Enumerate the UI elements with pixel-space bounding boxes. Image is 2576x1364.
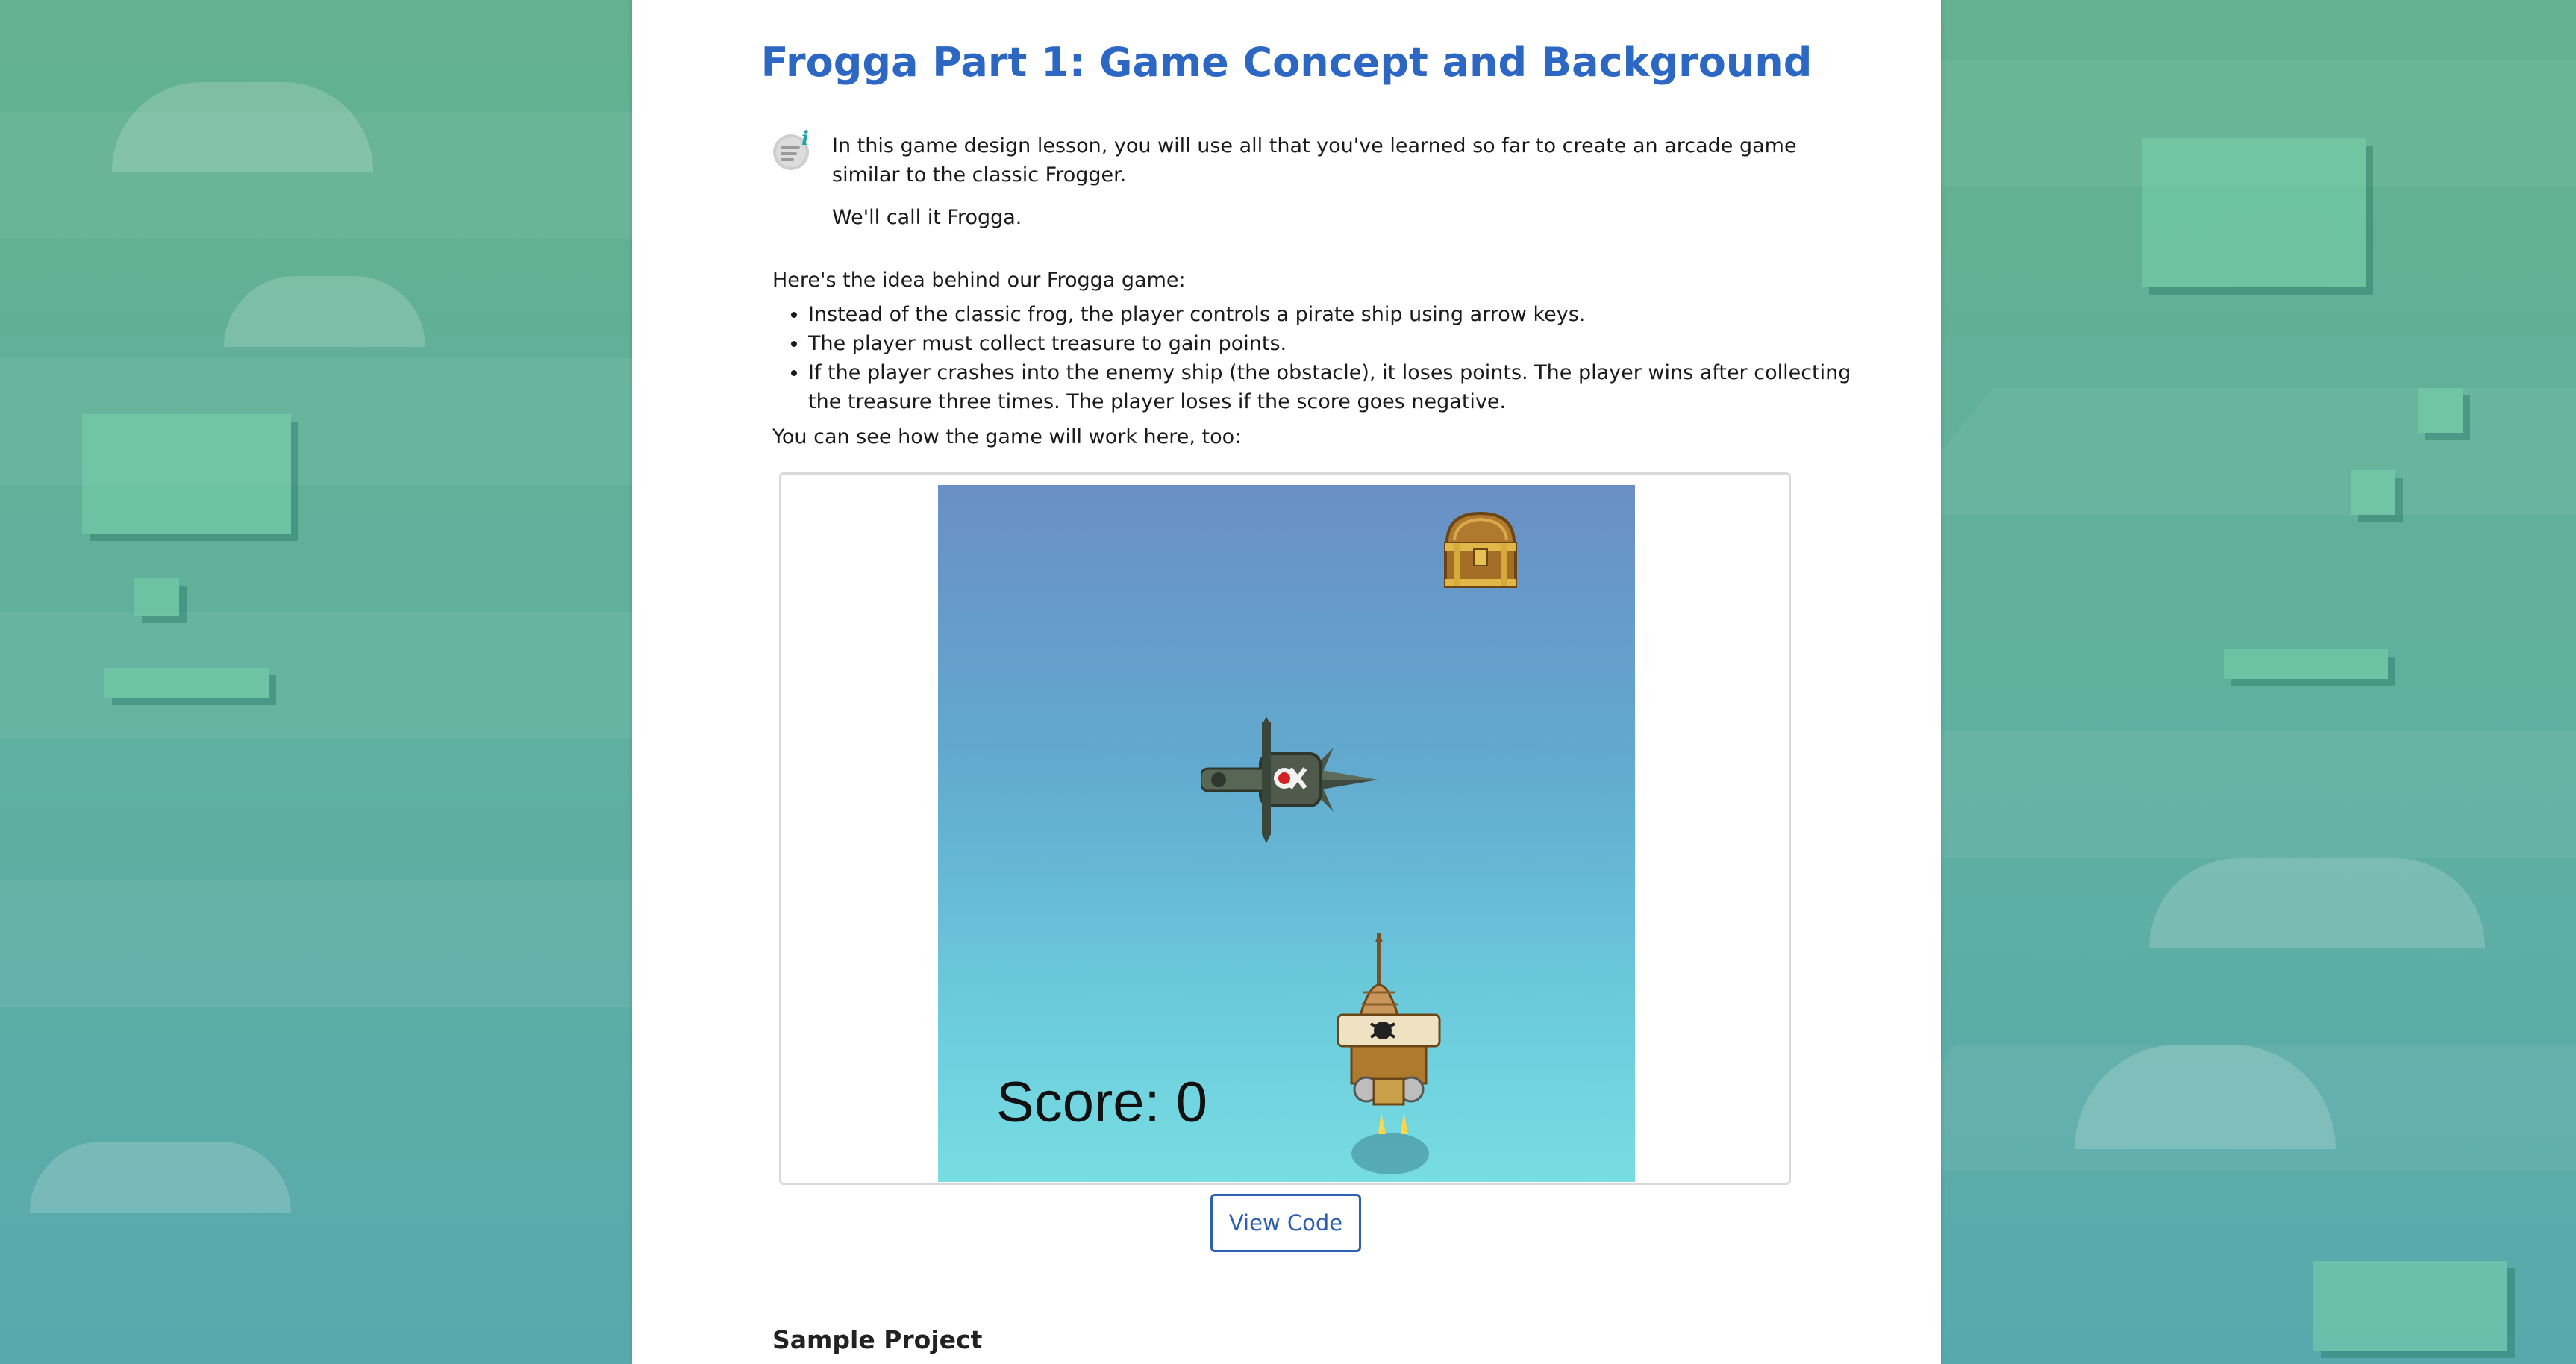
score-label: Score: 0 [996, 1071, 1208, 1134]
page-title: Frogga Part 1: Game Concept and Background [760, 39, 1813, 86]
call-it-text: We'll call it Frogga. [832, 206, 1022, 229]
pixel-decoration [134, 578, 179, 616]
pixel-decoration [104, 668, 269, 698]
pixel-decoration [2224, 649, 2388, 679]
cloud-decoration [224, 276, 425, 347]
treasure-chest-icon [1439, 507, 1522, 594]
pixel-decoration [82, 414, 291, 534]
info-icon [772, 128, 816, 173]
list-item: • If the player crashes into the enemy ship (the obstacle), it loses points. The player wins after collecting the treasure three times. The player loses if the score goes negative. [808, 358, 1853, 416]
cloud-decoration [112, 82, 373, 172]
idea-list [772, 300, 1853, 416]
svg-text:i: i [801, 128, 809, 150]
pixel-decoration [2351, 470, 2395, 515]
list-item: • The player must collect treasure to gain points. [808, 329, 1853, 358]
pixel-decoration [2418, 388, 2463, 433]
game-embed [779, 472, 1791, 1185]
idea-heading: Here's the idea behind our Frogga game: [772, 269, 1186, 292]
pixel-decoration [2313, 1261, 2507, 1351]
list-item: • Instead of the classic frog, the player controls a pirate ship using arrow keys. [808, 300, 1853, 329]
see-game-text: You can see how the game will work here, too: [772, 425, 1242, 448]
cloud-decoration [30, 1142, 291, 1213]
cloud-decoration [2149, 858, 2485, 948]
intro-text: In this game design lesson, you will use all that you've learned so far to create an arcade game similar to the classic Frogger. [832, 134, 1797, 187]
enemy-ship-icon [1201, 716, 1380, 843]
lesson-panel [632, 0, 1941, 1364]
view-code-button[interactable]: View Code [1210, 1194, 1361, 1252]
sample-project-heading: Sample Project [772, 1325, 983, 1354]
pixel-decoration [2142, 138, 2366, 287]
player-ship-icon [1329, 933, 1448, 1179]
game-canvas[interactable] [938, 485, 1635, 1182]
